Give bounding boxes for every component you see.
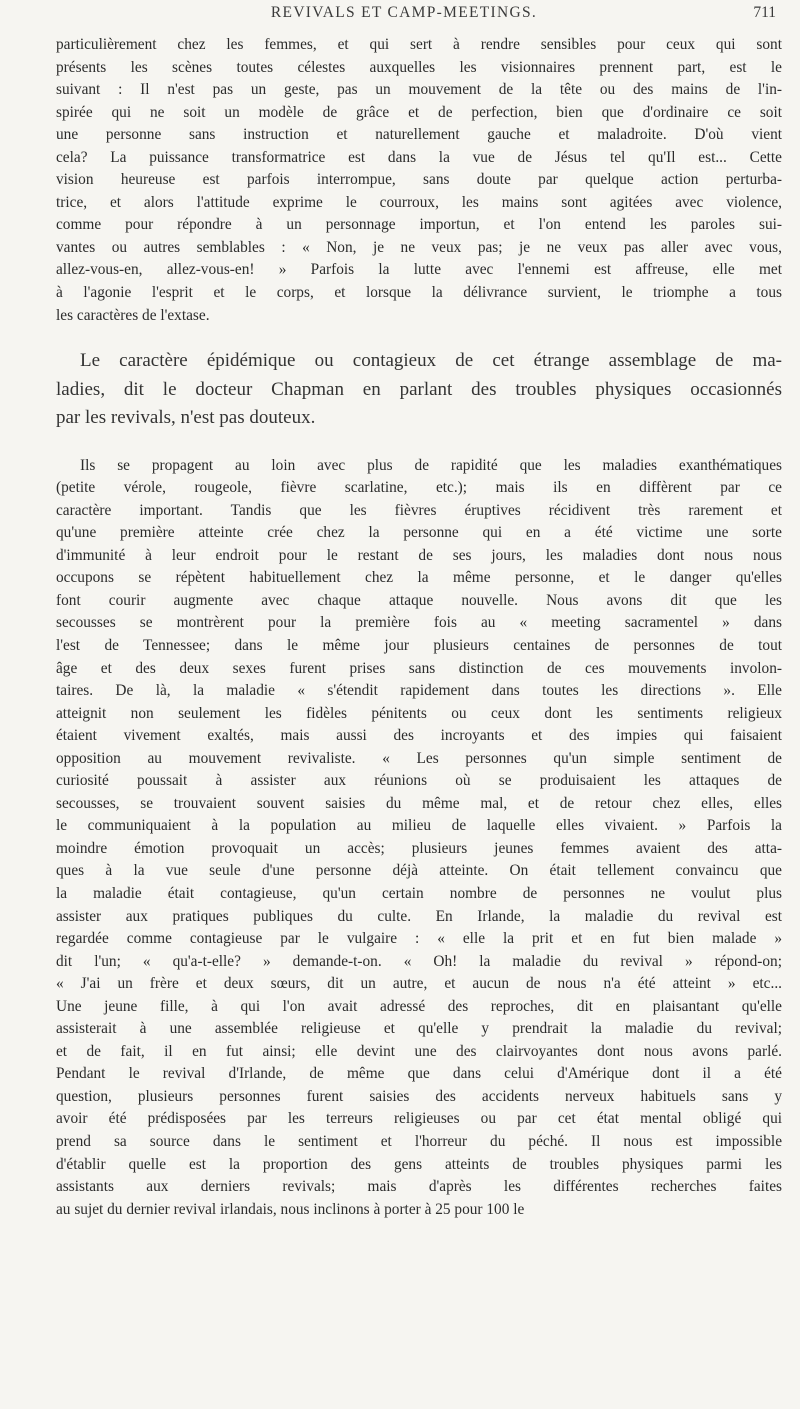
text-line: dit l'un; « qu'a-t-elle? » demande-t-on. « Oh! la maladie du revival » répond-on;	[56, 952, 782, 970]
text-line: Ils se propagent au loin avec plus de rapidité que les maladies exanthématiques	[80, 456, 782, 474]
text-line: présents les scènes toutes célestes auxquelles les visionnaires prennent part, est le	[56, 58, 782, 76]
text-line: « J'ai un frère et deux sœurs, dit un autre, et aucun de nous n'a été atteint » etc...	[56, 975, 782, 993]
text-line: particulièrement chez les femmes, et qui sert à rendre sensibles pour ceux qui sont	[56, 36, 782, 53]
text-line: par les revivals, n'est pas douteux.	[56, 407, 316, 429]
text-line: caractère important. Tandis que les fièvres éruptives récidivent très rarement et	[56, 501, 782, 519]
text-line: une personne sans instruction et naturellement gauche et maladroite. D'où vient	[56, 126, 782, 144]
text-line: atteignit non seulement les fidèles pénitents ou ceux dont les sentiments religieux	[56, 704, 782, 722]
page-header	[56, 0, 782, 34]
text-line: trice, et alors l'attitude exprime le courroux, les mains sont agitées avec violence,	[56, 193, 782, 211]
paragraph-1	[56, 34, 782, 327]
text-line: la maladie était contagieuse, qu'un certain nombre de personnes ne voulut plus	[56, 885, 782, 902]
text-line: secousses se montrèrent pour la première fois au « meeting sacramentel » dans	[56, 614, 782, 632]
text-line: le communiquaient à la population au milieu de laquelle elles vivaient. » Parfois la	[56, 817, 782, 835]
text-line: taires. De là, la maladie « s'étendit rapidement dans toutes les directions ». Elle	[56, 682, 782, 700]
text-line: (petite vérole, rougeole, fièvre scarlatine, etc.); mais ils en diffèrent par ce	[56, 479, 782, 497]
text-line: d'immunité à leur endroit pour le restant de ses jours, les maladies dont nous nous	[56, 546, 782, 564]
text-line: secousses, se trouvaient souvent saisies du même mal, et de retour chez elles, elles	[56, 794, 782, 812]
text-line: qu'une première atteinte crée chez la personne qui en a été victime une sorte	[56, 524, 782, 542]
text-line: font courir augmente avec chaque attaque nouvelle. Nous avons dit que les	[56, 591, 782, 609]
page-number: 711	[753, 4, 776, 21]
text-line: ques à la vue seule d'une personne déjà atteinte. On était tellement convaincu que	[56, 862, 782, 880]
text-line: spirée qui ne soit un modèle de grâce et de perfection, bien que d'ordinaire ce soit	[56, 103, 782, 121]
text-line: les caractères de l'extase.	[56, 306, 210, 324]
text-line: occupons se répètent habituellement chez la même personne, et le danger qu'elles	[56, 569, 782, 587]
text-line: regardée comme contagieuse par le vulgaire : « elle la prit et en fut bien malade »	[56, 930, 782, 948]
text-line: au sujet du dernier revival irlandais, nous inclinons à porter à 25 pour 100 le	[56, 1200, 525, 1218]
paragraph-3	[56, 455, 782, 1222]
text-line: question, plusieurs personnes furent saisies des accidents nerveux habituels sans y	[56, 1087, 782, 1105]
text-line: à l'agonie l'esprit et le corps, et lorsque la délivrance survient, le triomphe a tous	[56, 284, 782, 302]
text-line: suivant : Il n'est pas un geste, pas un mouvement de la tête ou des mains de l'in-	[56, 81, 782, 99]
text-line: avoir été prédisposées par les terreurs religieuses ou par cet état mental obligé qui	[56, 1110, 782, 1128]
text-line: d'établir quelle est la proportion des gens atteints de troubles physiques parmi les	[56, 1155, 782, 1173]
text-line: Une jeune fille, à qui l'on avait adressé des reproches, dit en plaisantant qu'elle	[56, 997, 782, 1015]
running-title: REVIVALS ET CAMP-MEETINGS.	[270, 4, 538, 21]
text-line: cela? La puissance transformatrice est dans la vue de Jésus tel qu'Il est... Cette	[56, 148, 782, 166]
text-line: assister aux pratiques publiques du culte. En Irlande, la maladie du revival est	[56, 907, 782, 925]
text-line: ladies, dit le docteur Chapman en parlant des troubles physiques occasionnés	[56, 378, 782, 400]
paragraph-2-quote	[56, 347, 782, 433]
text-line: Le caractère épidémique ou contagieux de cet étrange assemblage de ma-	[80, 350, 782, 372]
text-line: vantes ou autres semblables : « Non, je ne veux pas; je ne veux pas aller avec vous,	[56, 238, 782, 256]
text-line: assistants aux derniers revivals; mais d'après les différentes recherches faites	[56, 1178, 782, 1196]
text-line: prend sa source dans le sentiment et l'horreur du péché. Il nous est impossible	[56, 1133, 782, 1151]
text-line: moindre émotion provoquait un accès; plusieurs jeunes femmes avaient des atta-	[56, 839, 782, 857]
text-line: comme pour répondre à un personnage importun, et l'on entend les paroles sui-	[56, 216, 782, 234]
text-line: opposition au mouvement revivaliste. « Les personnes qu'un simple sentiment de	[56, 749, 782, 767]
text-line: assisterait à une assemblée religieuse et qu'elle y prendrait la maladie du revival;	[56, 1020, 782, 1038]
text-line: étaient vivement exaltés, mais aussi des incroyants et des impies qui faisaient	[56, 727, 782, 745]
text-line: et de fait, il en fut ainsi; elle devint une des clairvoyantes dont nous avons parlé.	[56, 1042, 782, 1060]
text-line: vision heureuse est parfois interrompue, sans doute par quelque action perturba-	[56, 171, 782, 189]
text-line: l'est de Tennessee; dans le même jour plusieurs centaines de personnes de tout	[56, 636, 782, 654]
text-line: allez-vous-en, allez-vous-en! » Parfois la lutte avec l'ennemi est affreuse, elle met	[56, 261, 782, 279]
text-line: âge et des deux sexes furent prises sans distinction de ces mouvements involon-	[56, 659, 782, 677]
text-line: Pendant le revival d'Irlande, de même que dans celui d'Amérique dont il a été	[56, 1065, 782, 1083]
text-line: curiosité poussait à assister aux réunions où se produisaient les attaques de	[56, 772, 782, 790]
